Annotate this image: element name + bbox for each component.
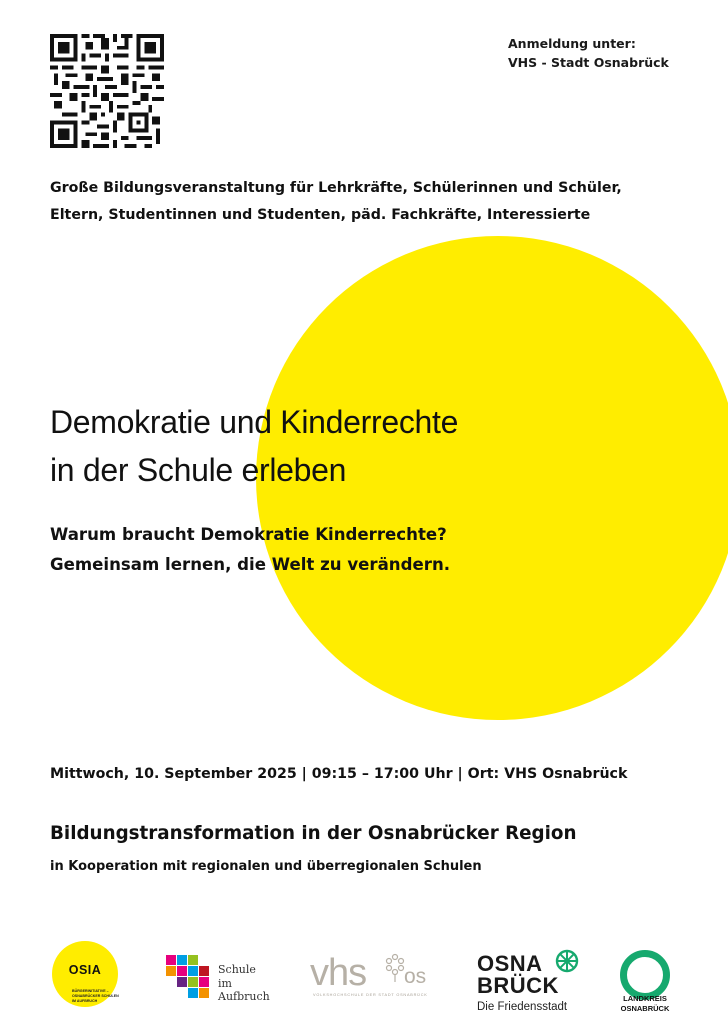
event-title	[50, 398, 458, 494]
region-heading: Bildungstransformation in der Osnabrücker Region	[50, 823, 577, 844]
cooperation-text: in Kooperation mit regionalen und überregionalen Schulen	[50, 859, 482, 874]
wheel-icon	[555, 949, 579, 973]
qr-code-icon[interactable]	[50, 34, 164, 148]
vhs-wordmark: vhs	[310, 952, 367, 994]
friedensstadt-text: Die Friedensstadt	[477, 1001, 568, 1013]
osna-text: OSNA	[477, 951, 543, 976]
subtitle-line-2: Gemeinsam lernen, die Welt zu verändern.	[50, 555, 451, 574]
sia-line-2: im	[218, 976, 232, 990]
dot-cluster-icon	[384, 953, 406, 983]
osia-sub-line-1: BÜRGERINITIATIVE –	[72, 989, 109, 993]
osia-subtitle	[72, 989, 119, 1004]
title-line-2: in der Schule erleben	[50, 452, 347, 488]
vhs-subtitle: VOLKSHOCHSCHULE DER STADT OSNABRÜCK	[313, 993, 428, 997]
osia-sub-line-3: IM AUFBRUCH	[72, 999, 98, 1003]
subtitle-line-1: Warum braucht Demokratie Kinderrechte?	[50, 525, 447, 544]
title-line-1: Demokratie und Kinderrechte	[50, 404, 459, 440]
registration-label: Anmeldung unter:	[508, 36, 636, 51]
osia-sub-line-2: OSNABRÜCKER SCHULEN	[72, 994, 119, 998]
sia-line-1: Schule	[218, 963, 256, 976]
event-date-location: Mittwoch, 10. September 2025 | 09:15 – 17:00 Uhr | Ort: VHS Osnabrück	[50, 766, 628, 782]
colored-squares-icon	[166, 955, 212, 1001]
registration-link[interactable]: VHS - Stadt Osnabrück	[508, 55, 669, 70]
audience-line-1: Große Bildungsveranstaltung für Lehrkräfte, Schülerinnen und Schüler,	[50, 180, 622, 196]
osia-name: OSIA	[68, 963, 102, 977]
osia-logo	[50, 941, 130, 1016]
osnabrueck-city-logo	[477, 949, 587, 1019]
event-subtitle	[50, 520, 450, 580]
audience-text	[50, 175, 622, 229]
landkreis-logo	[614, 950, 678, 1020]
landkreis-osnabrueck-text: OSNABRÜCK	[620, 1004, 670, 1013]
green-ring-icon	[620, 950, 670, 1000]
registration-info	[508, 34, 669, 72]
schule-im-aufbruch-logo	[166, 955, 296, 1007]
vhs-logo	[310, 953, 440, 1007]
audience-line-2: Eltern, Studentinnen und Studenten, päd. Fachkräfte, Interessierte	[50, 207, 591, 223]
brueck-text: BRÜCK	[477, 973, 559, 998]
sia-line-3: Aufbruch	[218, 990, 270, 1003]
vhs-os-text: os	[404, 965, 427, 988]
schule-im-aufbruch-text	[218, 963, 270, 1004]
landkreis-text: LANDKREIS	[623, 994, 667, 1003]
